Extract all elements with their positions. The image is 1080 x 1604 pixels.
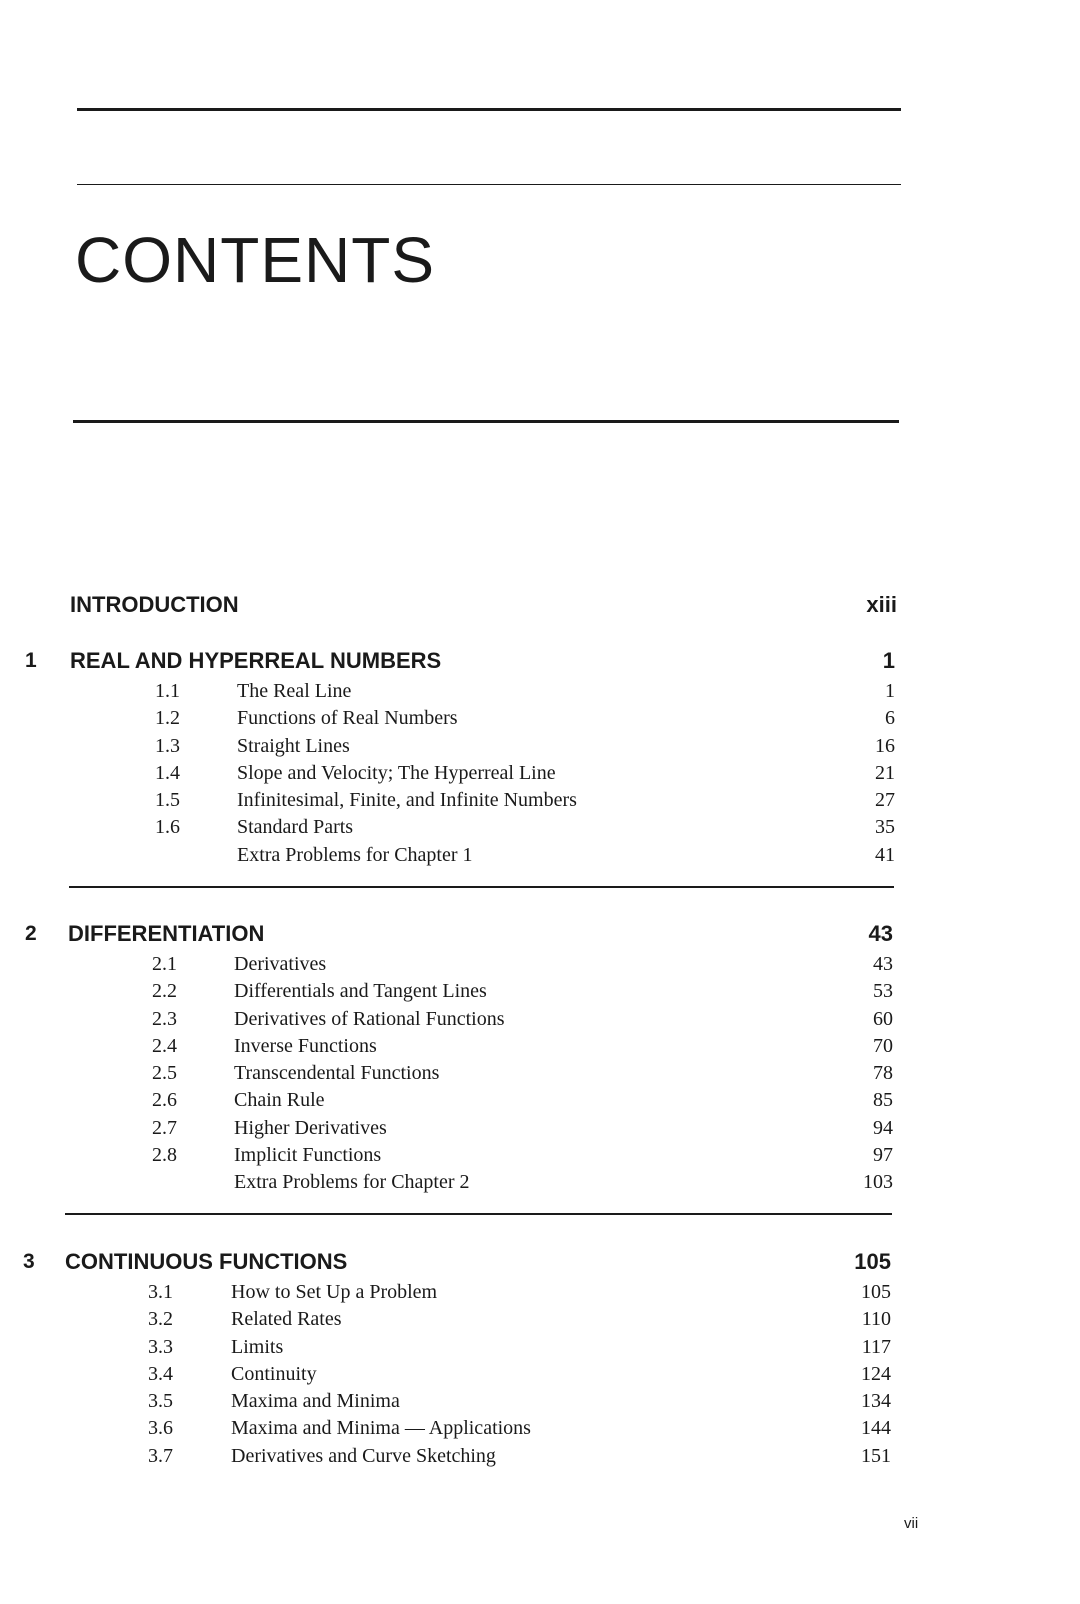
top-rule	[77, 108, 901, 111]
section-title: Chain Rule	[234, 1089, 325, 1112]
section-title: Differentials and Tangent Lines	[234, 980, 487, 1003]
section-number: 3.5	[148, 1390, 173, 1413]
section-page: 21	[875, 761, 895, 784]
section-title: Straight Lines	[237, 734, 350, 757]
section-row	[0, 1306, 891, 1333]
section-page: 97	[873, 1144, 893, 1167]
section-row	[0, 1060, 893, 1087]
section-number: 1.3	[155, 734, 180, 757]
section-page: 124	[861, 1362, 891, 1385]
section-row	[0, 1087, 893, 1114]
section-title: Slope and Velocity; The Hyperreal Line	[237, 761, 556, 784]
chapter-title: CONTINUOUS FUNCTIONS	[65, 1249, 348, 1274]
section-title: Maxima and Minima	[231, 1390, 400, 1413]
section-page: 94	[873, 1116, 893, 1139]
chapter-number: 2	[25, 922, 37, 945]
introduction-title: INTRODUCTION	[70, 592, 239, 617]
section-page: 110	[861, 1308, 891, 1331]
section-number: 3.3	[148, 1335, 173, 1358]
section-number: 2.2	[152, 980, 177, 1003]
chapter-title: DIFFERENTIATION	[68, 921, 265, 946]
section-number: 3.6	[148, 1417, 173, 1440]
section-page: 27	[875, 789, 895, 812]
introduction-entry	[0, 588, 897, 622]
section-title: Implicit Functions	[234, 1144, 382, 1167]
section-row	[0, 814, 895, 841]
section-title: Extra Problems for Chapter 1	[237, 843, 473, 866]
chapter-title: REAL AND HYPERREAL NUMBERS	[70, 648, 442, 673]
section-page: 117	[861, 1335, 891, 1358]
section-row	[0, 1142, 893, 1169]
section-title: Inverse Functions	[234, 1034, 377, 1057]
section-number: 2.1	[152, 953, 177, 975]
section-row	[0, 1033, 893, 1060]
section-row	[0, 1115, 893, 1142]
section-number: 3.1	[148, 1281, 173, 1303]
section-page: 144	[861, 1417, 891, 1440]
section-title: The Real Line	[237, 680, 352, 702]
section-title: How to Set Up a Problem	[231, 1281, 438, 1303]
section-row	[0, 1279, 891, 1306]
section-row	[0, 760, 895, 787]
title-underline	[73, 420, 899, 423]
section-title: Extra Problems for Chapter 2	[234, 1171, 470, 1194]
section-row	[0, 1361, 891, 1388]
section-page: 103	[863, 1171, 893, 1194]
section-page: 6	[885, 707, 895, 730]
section-number: 3.4	[148, 1362, 173, 1385]
section-number: 1.4	[155, 761, 180, 784]
chapter-1	[0, 644, 895, 869]
section-title: Continuity	[231, 1362, 317, 1385]
page-title: CONTENTS	[75, 224, 435, 296]
section-page: 60	[873, 1007, 893, 1030]
section-number: 2.7	[152, 1116, 177, 1139]
chapter-divider	[69, 886, 894, 888]
section-number: 1.2	[155, 707, 180, 730]
section-row	[0, 1006, 893, 1033]
section-row	[0, 787, 895, 814]
section-number: 1.5	[155, 789, 180, 812]
section-title: Derivatives of Rational Functions	[234, 1007, 505, 1030]
chapter-number: 1	[25, 649, 37, 672]
section-number: 1.1	[155, 680, 180, 702]
section-page: 41	[875, 843, 895, 866]
section-row	[0, 1334, 891, 1361]
section-title: Functions of Real Numbers	[237, 707, 458, 730]
section-title: Maxima and Minima — Applications	[231, 1417, 531, 1440]
section-number: 2.6	[152, 1089, 177, 1112]
section-number: 3.2	[148, 1308, 173, 1331]
section-number: 3.7	[148, 1444, 173, 1467]
section-page: 16	[875, 734, 895, 757]
section-number: 2.3	[152, 1007, 177, 1030]
chapter-2	[0, 917, 893, 1197]
section-page: 70	[873, 1034, 893, 1057]
section-row	[0, 705, 895, 732]
section-row	[0, 733, 895, 760]
section-title: Derivatives	[234, 953, 327, 975]
section-title: Higher Derivatives	[234, 1116, 387, 1139]
section-number: 2.4	[152, 1034, 177, 1057]
section-row	[0, 951, 893, 978]
section-page: 78	[873, 1062, 893, 1085]
page-number: vii	[904, 1515, 919, 1532]
section-row	[0, 1388, 891, 1415]
introduction-page: xiii	[866, 592, 897, 617]
section-number: 2.8	[152, 1144, 177, 1167]
section-title: Limits	[231, 1335, 284, 1358]
section-page: 35	[875, 816, 895, 839]
section-title: Standard Parts	[237, 816, 354, 839]
section-page: 85	[873, 1089, 893, 1112]
section-page: 105	[861, 1281, 891, 1303]
thin-rule	[77, 184, 901, 185]
chapter-page: 43	[868, 921, 893, 946]
section-row	[0, 678, 895, 705]
section-title: Related Rates	[231, 1308, 342, 1331]
section-number: 2.5	[152, 1062, 177, 1085]
section-number: 1.6	[155, 816, 180, 839]
section-row	[0, 1443, 891, 1470]
section-row	[0, 842, 895, 869]
section-title: Derivatives and Curve Sketching	[231, 1444, 496, 1467]
chapter-page: 105	[854, 1249, 891, 1274]
section-row	[0, 1415, 891, 1442]
section-page: 1	[885, 680, 895, 702]
section-title: Infinitesimal, Finite, and Infinite Numbers	[237, 789, 577, 812]
section-page: 134	[861, 1390, 891, 1413]
section-page: 53	[873, 980, 893, 1003]
chapter-divider	[65, 1213, 892, 1215]
chapter-number: 3	[23, 1250, 35, 1273]
section-row	[0, 978, 893, 1005]
section-row	[0, 1169, 893, 1196]
chapter-3	[0, 1245, 891, 1470]
chapter-page: 1	[882, 648, 895, 673]
section-page: 151	[861, 1444, 891, 1467]
section-page: 43	[873, 953, 893, 975]
section-title: Transcendental Functions	[234, 1062, 440, 1085]
